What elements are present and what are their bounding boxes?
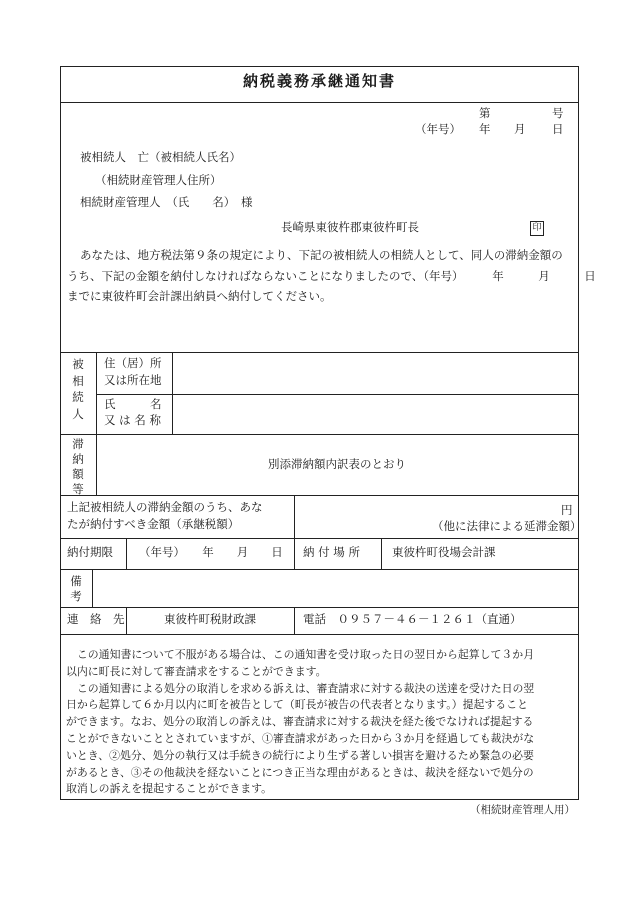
amount-unit: 円 <box>561 503 573 517</box>
header-year: 年 <box>479 122 491 136</box>
place-label: 納 付 場 所 <box>303 545 360 559</box>
footer-note: （相続財産管理人用） <box>470 804 575 816</box>
address-field[interactable] <box>173 353 578 393</box>
amount-divider <box>60 538 579 539</box>
issuer-name: 長崎県東彼杵郡東彼杵町長 <box>281 220 419 234</box>
amount-label-2: たが納付すべき金額（承継税額） <box>67 517 240 531</box>
header-era: （年号） <box>415 122 461 136</box>
admin-address: （相続財産管理人住所） <box>95 173 222 187</box>
contact-phone: 電話 ０９５７－４６－１２６１（直通） <box>303 612 522 626</box>
contact-department: 東彼杵町税財政課 <box>164 612 256 626</box>
deadline-value: （年号） 年 月 日 <box>139 545 283 559</box>
document-title: 納税義務承継通知書 <box>242 72 396 90</box>
decedent-section-label: 被 相 続 人 <box>72 357 84 422</box>
arrears-section-label: 滞 納 額 等 <box>72 437 84 496</box>
remarks-label-divider <box>92 569 93 607</box>
notice-text: この通知書について不服がある場合は、この通知書を受け取った日の翌日から起算して３か月 以内に町長に対して審査請求をすることができます。 この通知書による処分の取消しを求める訴えは、審査請求に対する裁決の送達を受けた日の翌 日から起算して６か月以内に町を被告として（町長が被告の代表者となります。）提起すること ができます。なお、処分の取消しの訴えは、審査請求に対する裁決を経た後でなければ提起する ことができないこととされていますが、①審査請求があった日から３か月を経過しても裁決がな いとき、②処分、処分の執行又は手続きの続行により生ずる著しい損害を避けるため緊急の必要 があるとき、③その他裁決を経ないことにつき正当な理由があるときは、裁決を経ないで処分の 取消しの訴えを提起することができます。 <box>66 648 535 796</box>
decedent-label-divider <box>96 352 97 434</box>
deadline-label: 納付期限 <box>67 545 113 559</box>
amount-note: （他に法律による延滞金額） <box>432 519 582 533</box>
body-line-1: あなたは、地方税法第９条の規定により、下記の被相続人の相続人として、同人の滞納金額の <box>80 248 563 262</box>
amount-label-1: 上記被相続人の滞納金額のうち、あな <box>67 500 263 514</box>
seal-stamp: 印 <box>530 221 544 236</box>
name-label-1: 氏 名 <box>104 397 162 411</box>
remarks-field[interactable] <box>94 571 578 606</box>
deadline-label-divider <box>126 538 127 569</box>
address-label-1: 住（居）所 <box>104 356 162 370</box>
arrears-value: 別添滞納額内訳表のとおり <box>268 457 406 471</box>
name-label-2: 又 は 名 称 <box>104 413 161 427</box>
body-line-3: までに東彼杵町会計課出納員へ納付してください。 <box>67 289 332 303</box>
arrears-label-divider <box>96 434 97 495</box>
remarks-label: 備 考 <box>70 574 82 603</box>
contact-label-divider <box>126 607 127 634</box>
remarks-divider <box>60 607 579 608</box>
name-field[interactable] <box>173 395 578 433</box>
contact-label: 連 絡 先 <box>67 612 125 626</box>
decedent-divider <box>60 434 579 435</box>
amount-divider-vertical <box>294 495 295 538</box>
admin-name: 相続財産管理人 （氏 名） 様 <box>80 195 253 209</box>
contact-divider <box>60 634 579 635</box>
body-line-2: うち、下記の金額を納付しなければならないことになりましたので、（年号） 年 月 日 <box>67 269 596 283</box>
place-label-divider <box>381 538 382 569</box>
amount-field[interactable] <box>296 497 556 535</box>
deadline-value-divider <box>294 538 295 569</box>
place-value: 東彼杵町役場会計課 <box>392 545 496 559</box>
payment-divider <box>60 569 579 570</box>
arrears-divider <box>60 495 579 496</box>
contact-dept-divider <box>294 607 295 634</box>
header-day: 日 <box>552 122 564 136</box>
header-month: 月 <box>514 122 526 136</box>
address-label-2: 又は所在地 <box>104 373 162 387</box>
number-prefix: 第 <box>479 106 491 120</box>
number-suffix: 号 <box>552 106 564 120</box>
heir-line: 被相続人 亡（被相続人氏名） <box>80 150 241 164</box>
title-divider <box>60 102 579 103</box>
